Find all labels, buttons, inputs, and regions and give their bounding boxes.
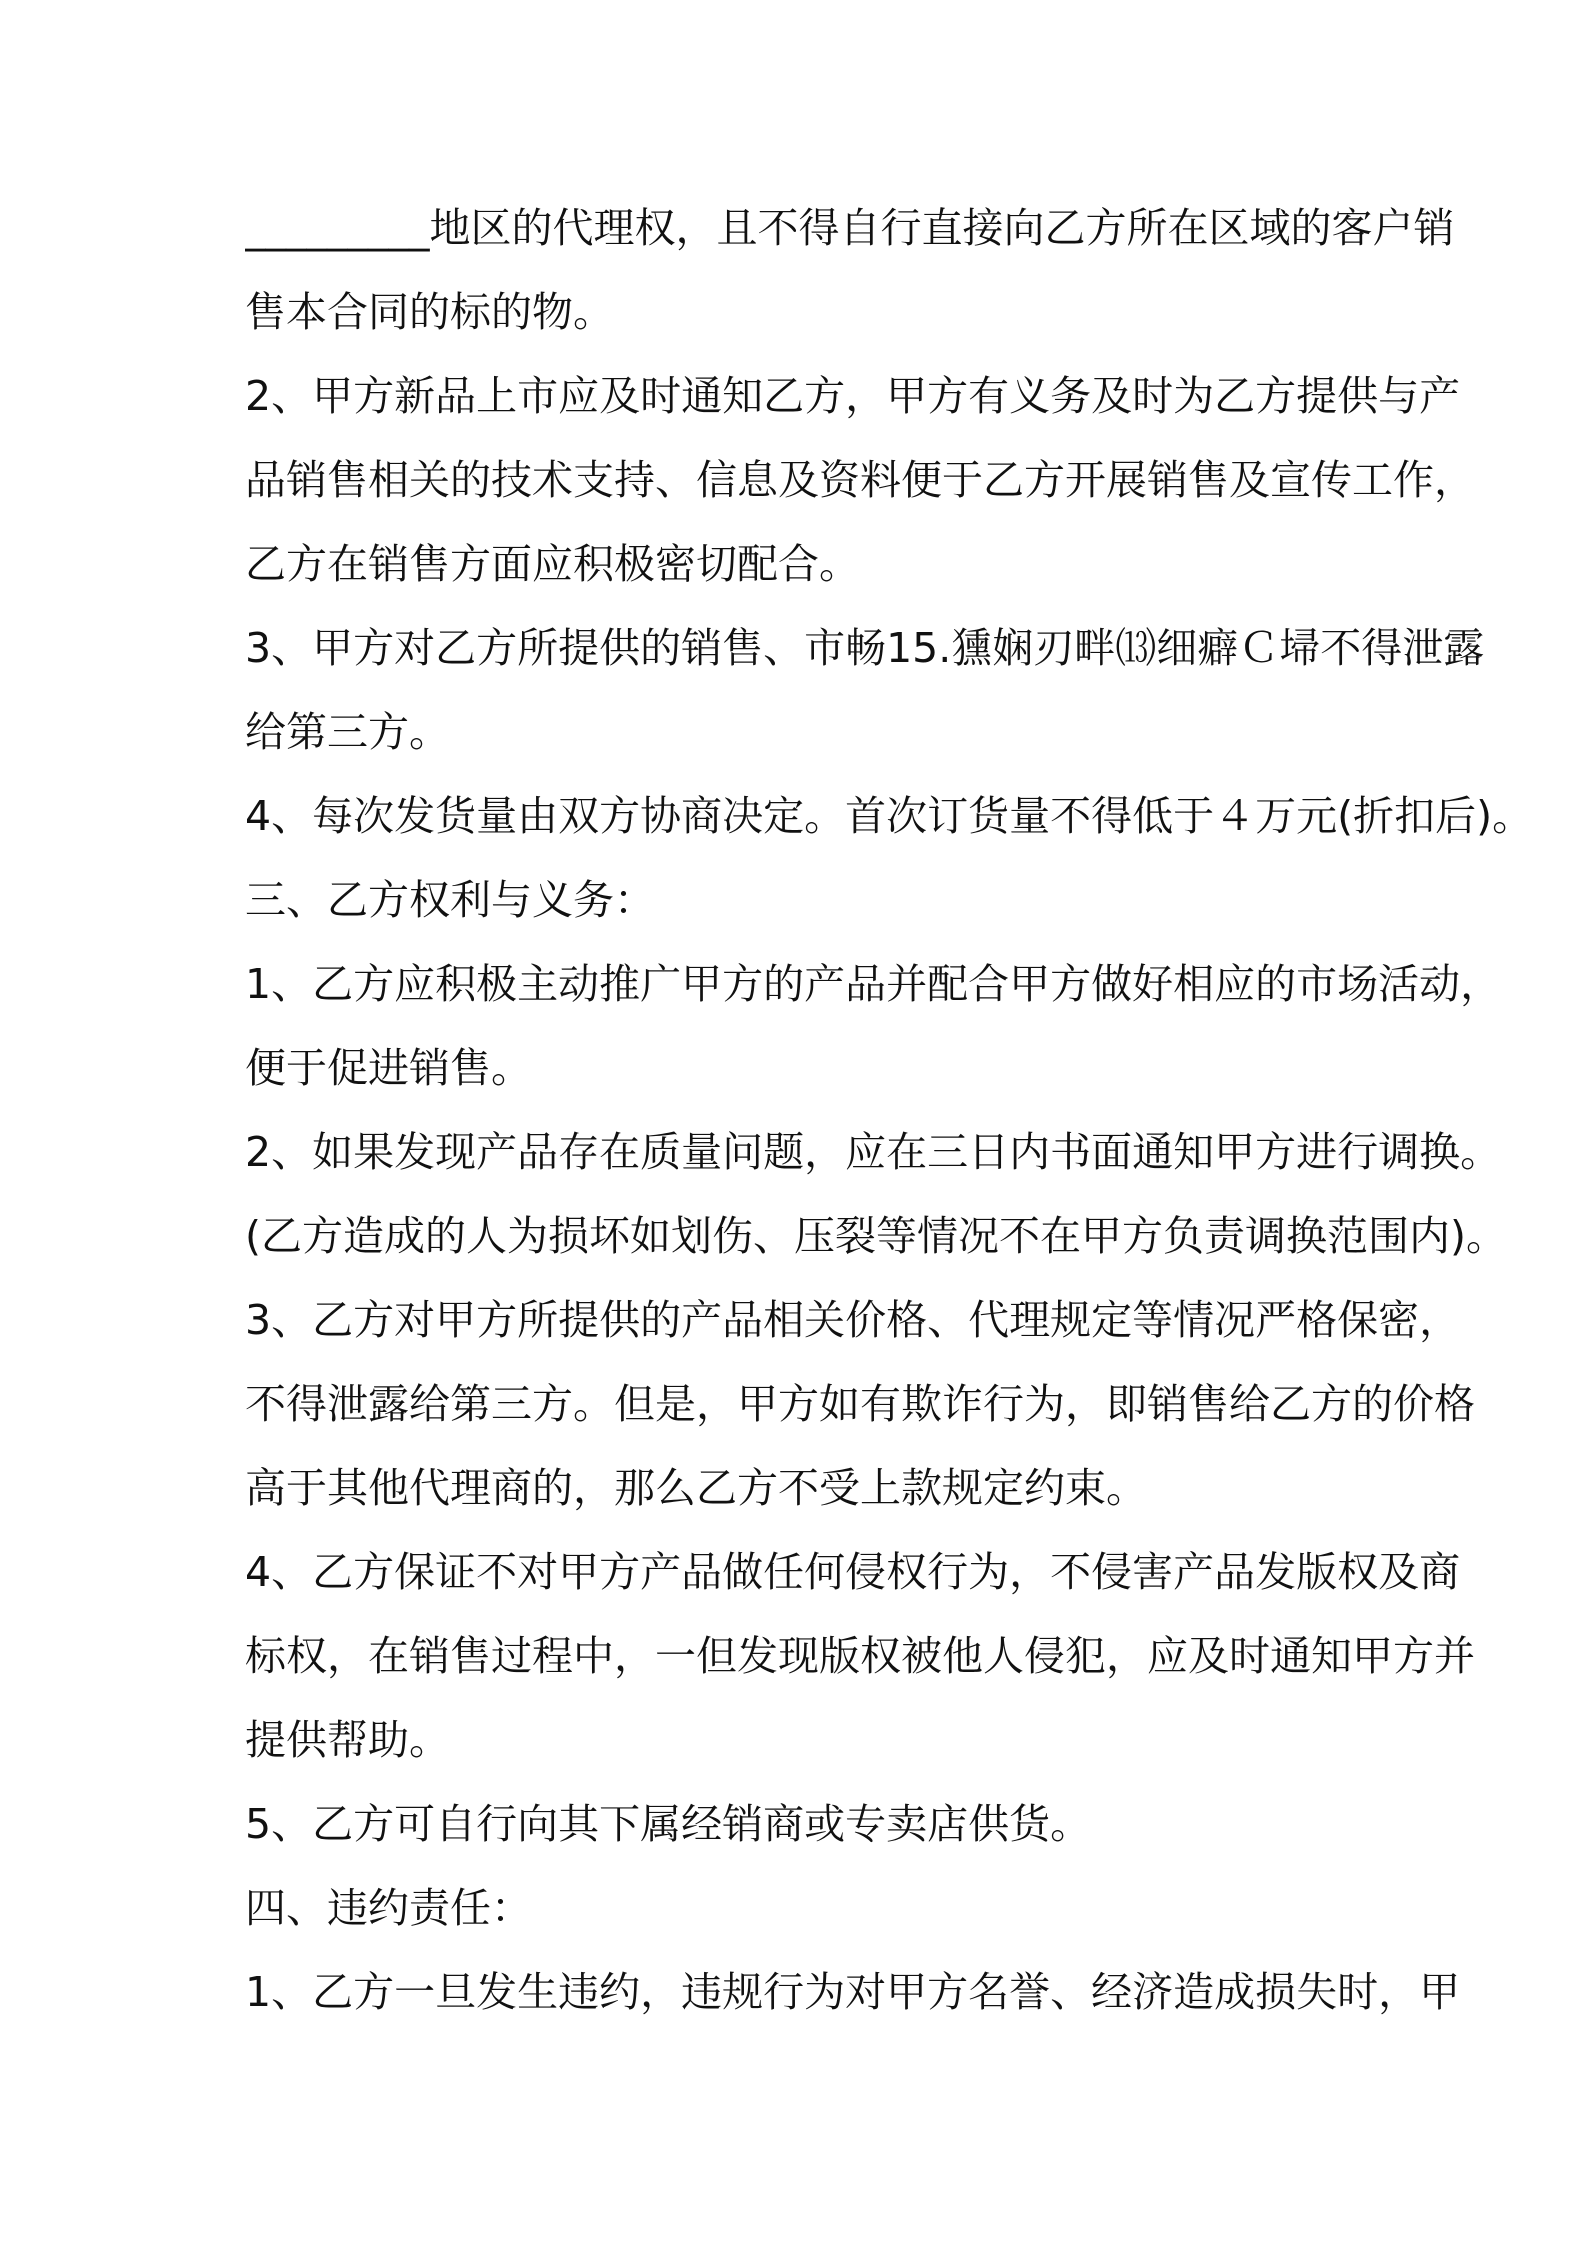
paragraph-line: 品销售相关的技术支持、信息及资料便于乙方开展销售及宣传工作，	[245, 456, 1475, 504]
paragraph-line: 高于其他代理商的，那么乙方不受上款规定约束。	[245, 1464, 1147, 1512]
paragraph-line: 5、乙方可自行向其下属经销商或专卖店供货。	[245, 1800, 1092, 1848]
paragraph-line: 1、乙方一旦发生违约，违规行为对甲方名誉、经济造成损失时，甲	[245, 1968, 1461, 2016]
paragraph-line: 2、甲方新品上市应及时通知乙方，甲方有义务及时为乙方提供与产	[245, 372, 1461, 420]
paragraph-line: 售本合同的标的物。	[245, 288, 614, 336]
section-heading: 四、违约责任：	[245, 1884, 532, 1932]
paragraph-line: 4、每次发货量由双方协商决定。首次订货量不得低于４万元(折扣后)。	[245, 792, 1534, 840]
paragraph-line: 不得泄露给第三方。但是，甲方如有欺诈行为，即销售给乙方的价格	[245, 1380, 1475, 1428]
paragraph-line: 3、乙方对甲方所提供的产品相关价格、代理规定等情况严格保密，	[245, 1296, 1461, 1344]
paragraph-line: (乙方造成的人为损坏如划伤、压裂等情况不在甲方负责调换范围内)。	[245, 1212, 1507, 1260]
paragraph-line: 4、乙方保证不对甲方产品做任何侵权行为，不侵害产品发版权及商	[245, 1548, 1461, 1596]
paragraph-line: 1、乙方应积极主动推广甲方的产品并配合甲方做好相应的市场活动，	[245, 960, 1502, 1008]
paragraph-line: 2、如果发现产品存在质量问题，应在三日内书面通知甲方进行调换。	[245, 1128, 1502, 1176]
section-heading: 三、乙方权利与义务：	[245, 876, 655, 924]
paragraph-line: 提供帮助。	[245, 1716, 450, 1764]
paragraph-line: _________地区的代理权，且不得自行直接向乙方所在区域的客户销	[245, 204, 1455, 252]
paragraph-line: 给第三方。	[245, 708, 450, 756]
paragraph-line: 乙方在销售方面应积极密切配合。	[245, 540, 860, 588]
paragraph-line: 3、甲方对乙方所提供的销售、市畅15.獯娴刃畔⒀细癖Ｃ埽不得泄露	[245, 624, 1485, 672]
paragraph-line: 便于促进销售。	[245, 1044, 532, 1092]
paragraph-line: 标权，在销售过程中，一但发现版权被他人侵犯，应及时通知甲方并	[245, 1632, 1475, 1680]
